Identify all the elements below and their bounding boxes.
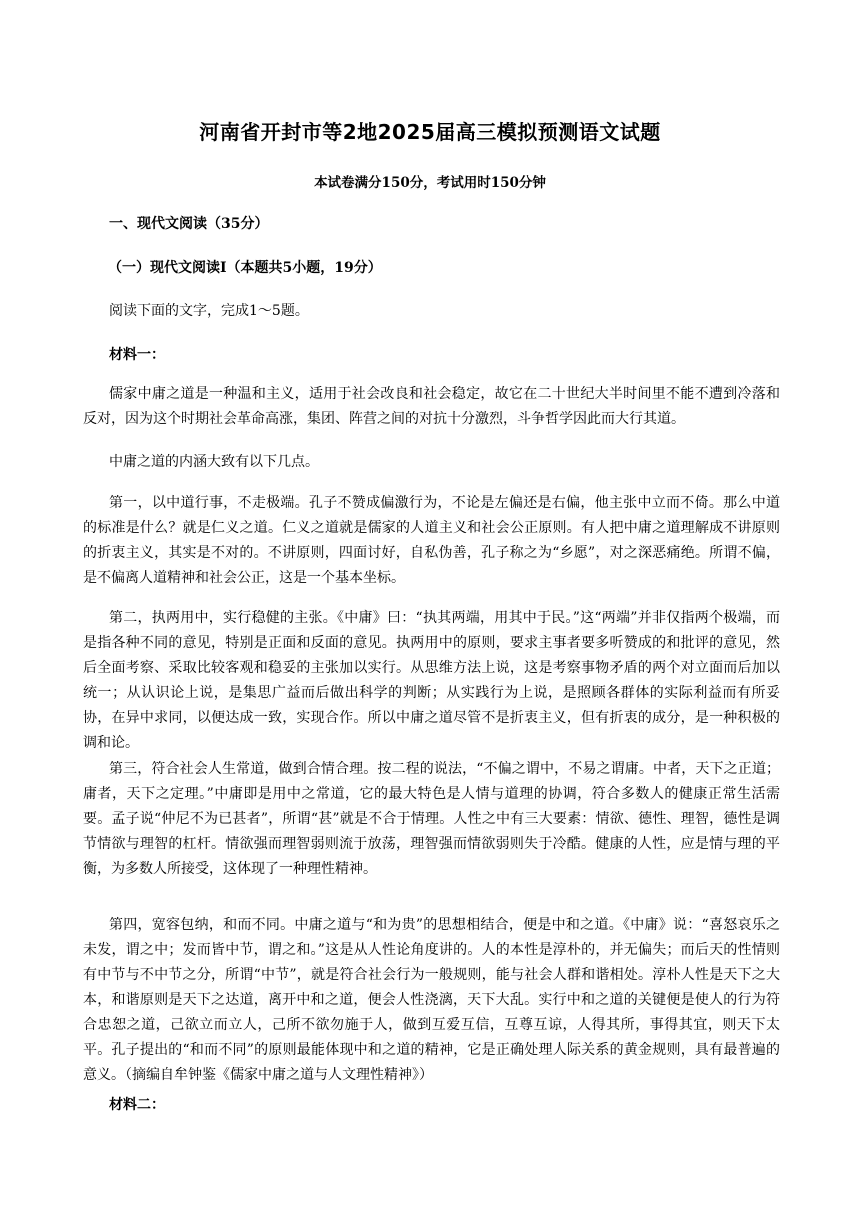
subsection-heading: （一）现代文阅读Ⅰ（本题共5小题，19分） xyxy=(108,260,382,276)
paragraph: 中庸之道的内涵大致有以下几点。 xyxy=(109,454,319,470)
material-label: 材料二： xyxy=(109,1097,165,1113)
paragraph: 第三，符合社会人生常道，做到合情合理。按二程的说法，“不偏之谓中，不易之谓庸。中者，天下之正道；庸者，天下之定理。”中庸即是用中之常道，它的最大特色是人情与道理的协调，符合多数人的健康正常生活需要。孟子说“仲尼不为已甚者”，所谓“甚”就是不合于情理。人性之中有三大要素：情欲、德性、理智，德性是调节情欲与理智的杠杆。情欲强而理智弱则流于放荡，理智强而情欲弱则失于冷酷。健康的人性，应是情与理的平衡，为多数人所接受，这体现了一种理性精神。 xyxy=(83,761,780,877)
paragraph: 第二，执两用中，实行稳健的主张。《中庸》曰：“执其两端，用其中于民。”这“两端”并非仅指两个极端，而是指各种不同的意见，特别是正面和反面的意见。执两用中的原则，要求主事者要多听赞成的和批评的意见，然后全面考察、采取比较客观和稳妥的主张加以实行。从思维方法上说，这是考察事物矛盾的两个对立面而后加以统一；从认识论上说，是集思广益而后做出科学的判断；从实践行为上说，是照顾各群体的实际利益而有所妥协，在异中求同，以便达成一致，实现合作。所以中庸之道尽管不是折衷主义，但有折衷的成分，是一种积极的调和论。 xyxy=(83,610,780,751)
paragraph: 第一，以中道行事，不走极端。孔子不赞成偏激行为，不论是左偏还是右偏，他主张中立而不倚。那么中道的标准是什么？就是仁义之道。仁义之道就是儒家的人道主义和社会公正原则。有人把中庸之道理解成不讲原则的折衷主义，其实是不对的。不讲原则，四面讨好，自私伪善，孔子称之为“乡愿”，对之深恶痛绝。所谓不偏，是不偏离人道精神和社会公正，这是一个基本坐标。 xyxy=(83,495,780,586)
paragraph: 第四，宽容包纳，和而不同。中庸之道与“和为贵”的思想相结合，便是中和之道。《中庸》说：“喜怒哀乐之未发，谓之中；发而皆中节，谓之和。”这是从人性论角度讲的。人的本性是淳朴的，并无偏失；而后天的性情则有中节与不中节之分，所谓“中节”，就是符合社会行为一般规则，能与社会人群和谐相处。淳朴人性是天下之大本，和谐原则是天下之达道，离开中和之道，便会人性浇漓，天下大乱。实行中和之道的关键便是使人的行为符合忠恕之道，己欲立而立人，己所不欲勿施于人，做到互爱互信，互尊互谅，人得其所，事得其宜，则天下太平。孔子提出的“和而不同”的原则最能体现中和之道的精神，它是正确处理人际关系的黄金规则，具有最普遍的意义。（摘编自牟钟鉴《儒家中庸之道与人文理性精神》） xyxy=(83,917,780,1083)
instruction-text: 阅读下面的文字，完成1～5题。 xyxy=(109,303,309,319)
document-title: 河南省开封市等2地2025届高三模拟预测语文试题 xyxy=(199,120,661,144)
document-subtitle: 本试卷满分150分，考试用时150分钟 xyxy=(314,175,546,191)
section-heading: 一、现代文阅读（35分） xyxy=(109,216,269,232)
material-label: 材料一： xyxy=(109,347,165,363)
paragraph: 儒家中庸之道是一种温和主义，适用于社会改良和社会稳定，故它在二十世纪大半时间里不能不遭到冷落和反对，因为这个时期社会革命高涨，集团、阵营之间的对抗十分激烈，斗争哲学因此而大行其道。 xyxy=(83,386,780,427)
